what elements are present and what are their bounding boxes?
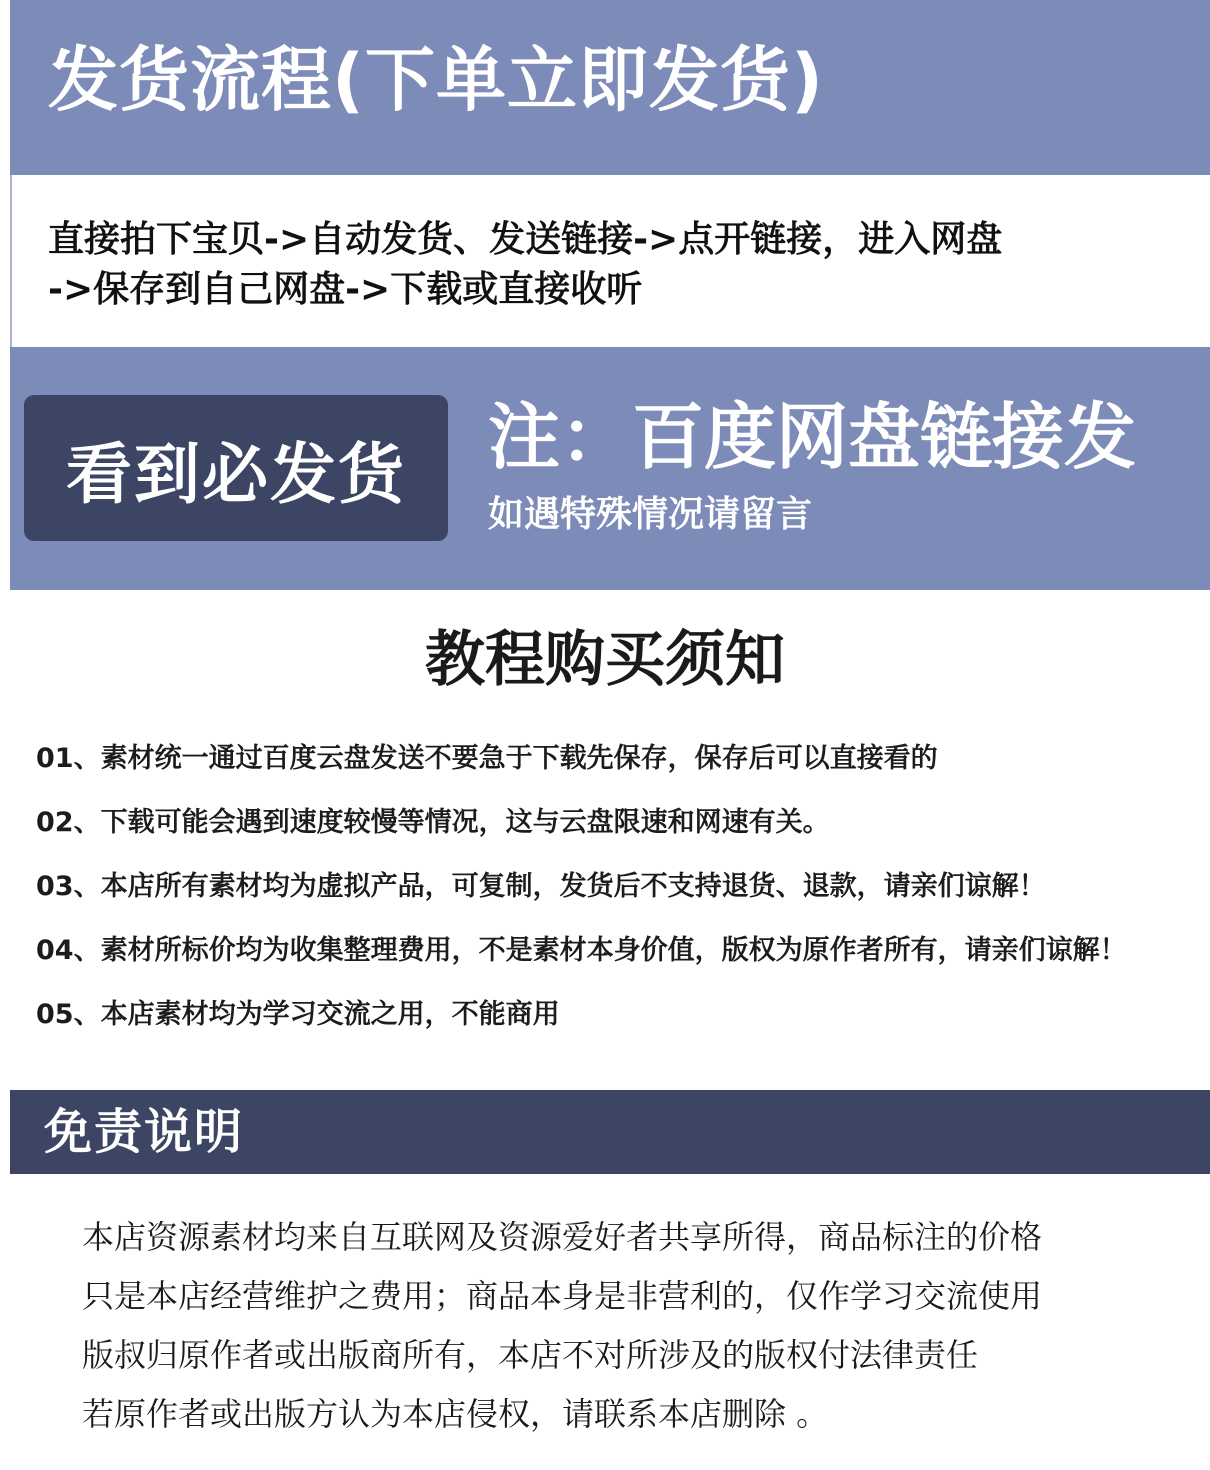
guarantee-badge-text: 看到必发货: [66, 435, 406, 513]
leave-message-note: 如遇特殊情况请留言: [488, 494, 813, 535]
disclaimer-body: [82, 1208, 1182, 1444]
shipping-steps-line-1: 直接拍下宝贝->自动发货、发送链接->点开链接，进入网盘: [48, 219, 1003, 260]
notice-band: [10, 347, 1210, 590]
disclaimer-line: 版叔归原作者或出版商所有，本店不对所涉及的版权付法律责任: [82, 1336, 979, 1374]
shipping-steps-line-2: ->保存到自己网盘->下载或直接收听: [48, 269, 643, 310]
disclaimer-title: 免责说明: [44, 1104, 245, 1160]
shipping-steps: [10, 175, 1210, 347]
disclaimer-header: [10, 1090, 1210, 1174]
list-item: 02、下载可能会遇到速度较慢等情况，这与云盘限速和网速有关。: [36, 807, 830, 838]
purchase-notice-title: 教程购买须知: [425, 625, 785, 695]
purchase-notice-list: [36, 730, 1206, 1050]
list-item: 03、本店所有素材均为虚拟产品，可复制，发货后不支持退货、退款，请亲们谅解！: [36, 871, 1046, 902]
disclaimer-line: 若原作者或出版方认为本店侵权，请联系本店删除 。: [82, 1395, 829, 1433]
baidu-link-note: 注：百度网盘链接发: [488, 395, 1137, 479]
guarantee-badge: [24, 395, 448, 541]
list-item: 05、本店素材均为学习交流之用，不能商用: [36, 999, 560, 1030]
shipping-steps-text: [48, 215, 1178, 315]
list-item: 01、素材统一通过百度云盘发送不要急于下载先保存，保存后可以直接看的: [36, 743, 938, 774]
list-item: 04、素材所标价均为收集整理费用，不是素材本身价值，版权为原作者所有，请亲们谅解！: [36, 935, 1127, 966]
shipping-header: [10, 0, 1210, 175]
disclaimer-line: 只是本店经营维护之费用；商品本身是非营利的，仅作学习交流使用: [82, 1277, 1043, 1315]
shipping-title: 发货流程(下单立即发货): [48, 39, 824, 121]
disclaimer-line: 本店资源素材均来自互联网及资源爱好者共享所得，商品标注的价格: [82, 1218, 1043, 1256]
